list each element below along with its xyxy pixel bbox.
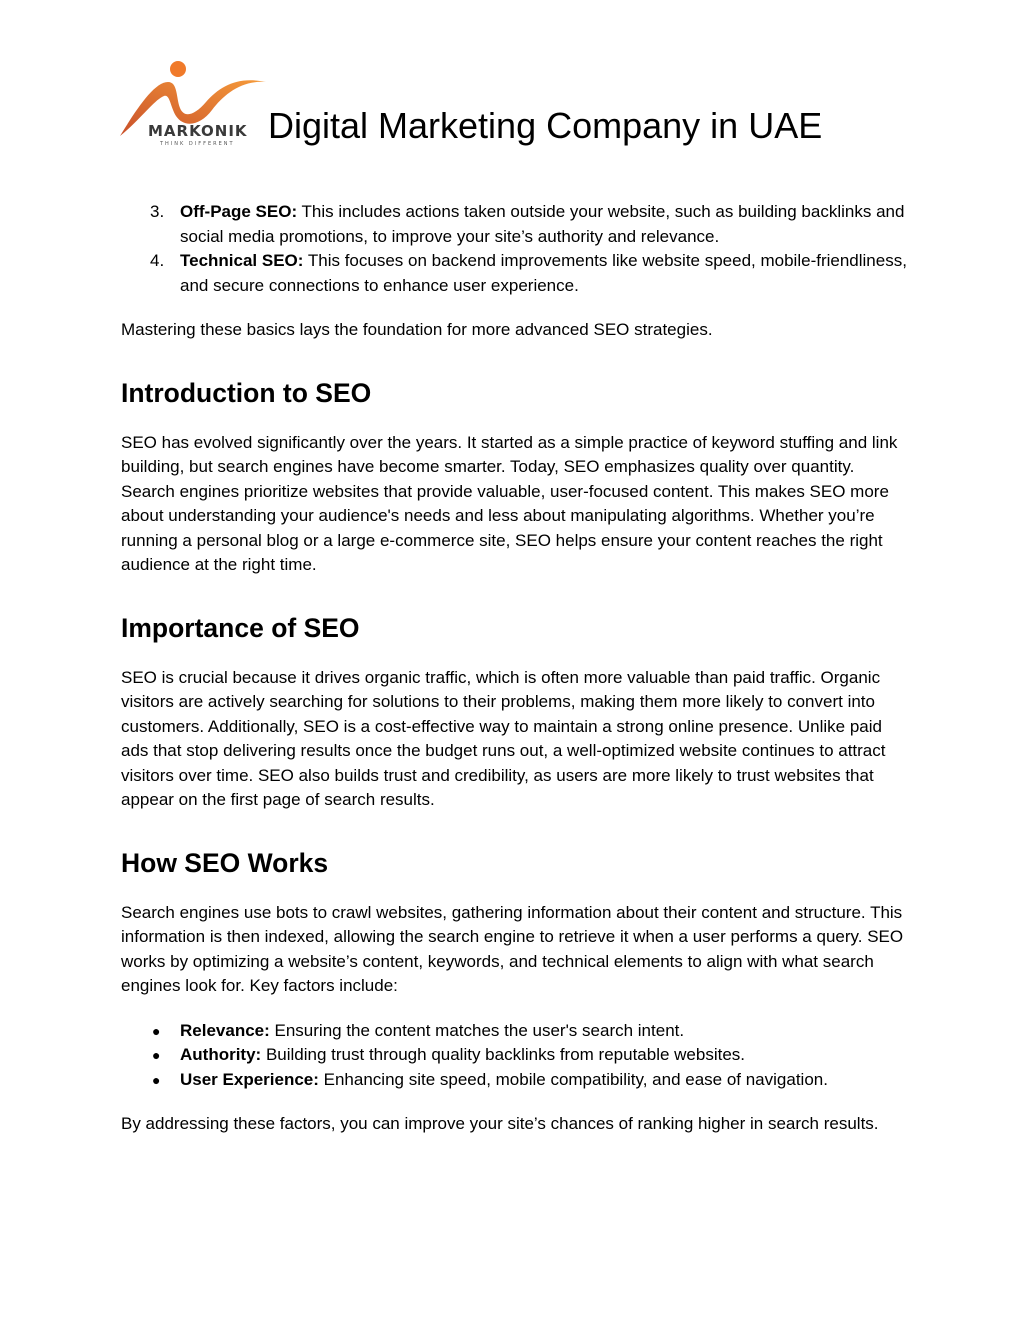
section-heading-importance: Importance of SEO [121, 612, 360, 643]
section-heading-how-it-works: How SEO Works [121, 847, 329, 878]
markonik-logo [118, 58, 268, 150]
list-term: Relevance: [180, 1020, 270, 1040]
list-text: Enhancing site speed, mobile compatibility, and ease of navigation. [318, 1069, 828, 1089]
list-item [121, 1019, 911, 1044]
list-term: Technical SEO: [180, 251, 304, 270]
closing-paragraph: By addressing these factors, you can improve your site’s chances of ranking higher in search results. [121, 1114, 879, 1133]
list-text: Ensuring the content matches the user's search intent. [269, 1020, 685, 1040]
key-factors-list [121, 1019, 911, 1093]
document-body [121, 200, 911, 1137]
how-it-works-paragraph: Search engines use bots to crawl websites, gathering information about their content and structure. This information is then indexed, allowing the search engine to retrieve it when a user performs a query. SEO works by optimizing a website’s content, keywords, and technical elements to align with what search engines look for. Key factors include: [121, 902, 904, 995]
header-title: Digital Marketing Company in UAE [268, 105, 823, 146]
list-term: User Experience: [180, 1069, 319, 1089]
list-term: Authority: [180, 1045, 262, 1064]
list-term: Off-Page SEO: [180, 202, 298, 221]
list-item [121, 200, 911, 249]
bullet-icon: ● [152, 1022, 161, 1039]
list-item [121, 1043, 911, 1068]
importance-paragraph: SEO is crucial because it drives organic traffic, which is often more valuable than paid traffic. Organic visitors are actively searching for solutions to their problems, making them more likely to convert into customers. Additionally, SEO is a cost-effective way to maintain a strong online presence. Unlike paid ads that stop delivering results once the budget runs out, a well-optimized website continues to attract visitors over time. SEO also builds trust and credibility, as users are more likely to trust websites that appear on the first page of search results. [121, 667, 886, 809]
list-item [121, 1068, 911, 1093]
list-text: Building trust through quality backlinks from reputable websites. [261, 1045, 746, 1064]
list-text: This includes actions taken outside your website, such as building backlinks and social media promotions, to improve your site’s authority and relevance. [180, 202, 905, 246]
basics-paragraph: Mastering these basics lays the foundation for more advanced SEO strategies. [121, 320, 713, 339]
list-item [121, 249, 911, 298]
list-number: 3. [150, 202, 165, 221]
list-text: This focuses on backend improvements like website speed, mobile-friendliness, and secure connections to enhance user experience. [180, 251, 907, 295]
page-header [118, 58, 918, 158]
introduction-paragraph: SEO has evolved significantly over the years. It started as a simple practice of keyword stuffing and link building, but search engines have become smarter. Today, SEO emphasizes quality over quantity. Search engines prioritize websites that provide valuable, user-focused content. This makes SEO more about understanding your audience's needs and less about manipulating algorithms. Whether you’re running a personal blog or a large e-commerce site, SEO helps ensure your content reaches the right audience at the right time. [121, 432, 898, 574]
seo-types-list [121, 200, 911, 298]
section-heading-introduction: Introduction to SEO [121, 377, 372, 408]
bullet-icon: ● [152, 1071, 161, 1088]
logo-wordmark: MARKONIK [148, 122, 248, 140]
list-number: 4. [150, 251, 165, 270]
bullet-icon: ● [152, 1047, 161, 1063]
logo-tagline: THINK DIFFERENT [160, 141, 235, 147]
